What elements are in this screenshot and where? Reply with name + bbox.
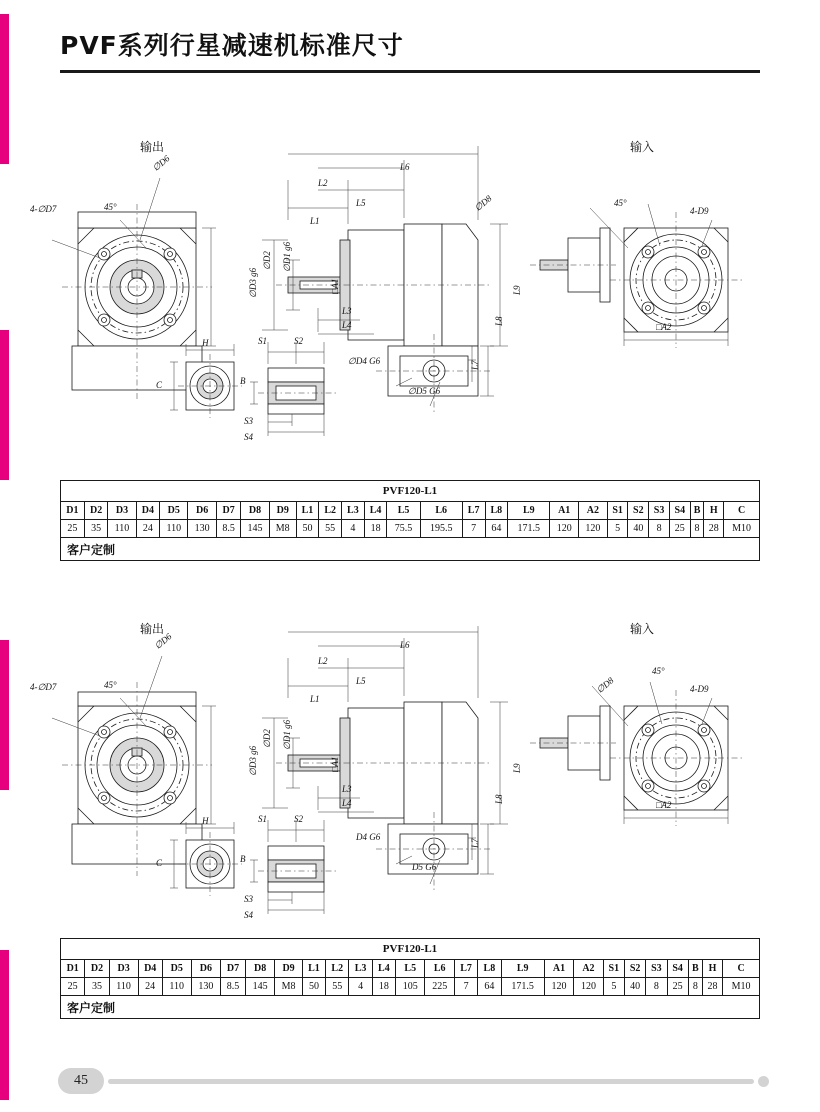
dim2-D5: D5 G6 [412, 862, 437, 872]
cell2-D9: M8 [275, 978, 302, 996]
cell-A2: 120 [579, 520, 608, 538]
cell2-L8: 64 [478, 978, 501, 996]
figure-bottom-input-label: 输入 [630, 622, 655, 636]
cell-L5: 75.5 [387, 520, 420, 538]
dim-L2: L2 [318, 178, 328, 188]
col2-H: H [702, 960, 722, 978]
dim-L8: L8 [494, 316, 504, 326]
cell-A1: 120 [550, 520, 579, 538]
col2-C: C [723, 960, 760, 978]
dim2-L1: L1 [310, 694, 320, 704]
col2-D8: D8 [245, 960, 274, 978]
col-H: H [704, 502, 724, 520]
table-top-header-row [61, 502, 760, 520]
col-L2: L2 [319, 502, 342, 520]
cell-H: 28 [704, 520, 724, 538]
dim-S4: S4 [244, 432, 253, 442]
col2-A2: A2 [574, 960, 603, 978]
col-D7: D7 [216, 502, 240, 520]
cell2-S1: 5 [603, 978, 624, 996]
dim-D1: ∅D1 g6 [282, 241, 292, 272]
col-D8: D8 [241, 502, 270, 520]
dim-L1: L1 [310, 216, 320, 226]
cell-L2: 55 [319, 520, 342, 538]
cell-D1: 25 [61, 520, 85, 538]
col2-D6: D6 [191, 960, 220, 978]
table-bottom-title-row [61, 939, 760, 960]
dim-L5: L5 [356, 198, 366, 208]
col2-L5: L5 [396, 960, 425, 978]
col2-L3: L3 [349, 960, 372, 978]
dim-D4: ∅D4 G6 [348, 356, 381, 366]
table-bottom-note: 客户定制 [61, 996, 760, 1019]
dim-S3: S3 [244, 416, 253, 426]
cell-B: 8 [690, 520, 704, 538]
col-L8: L8 [485, 502, 508, 520]
dim-B: H [202, 338, 209, 348]
col2-S2: S2 [624, 960, 645, 978]
table-bottom [60, 938, 760, 1019]
page-title: PVF系列行星减速机标准尺寸 [60, 31, 404, 60]
dim2-A1: □A1 [330, 756, 340, 772]
cell2-H: 28 [702, 978, 722, 996]
cell-S4: 25 [669, 520, 690, 538]
dim-output-angle: 45° [104, 202, 117, 212]
dim-D6: ∅D6 [150, 153, 172, 174]
cell-S1: 5 [607, 520, 628, 538]
cell2-D8: 145 [245, 978, 274, 996]
dim-D2: ∅D2 [262, 251, 272, 270]
cell-D3: 110 [108, 520, 136, 538]
cell-D2: 35 [84, 520, 108, 538]
dim2-D8: ∅D8 [594, 675, 616, 696]
cell2-L2: 55 [326, 978, 349, 996]
dim2-D4: D4 G6 [356, 832, 381, 842]
dim-S2: S2 [294, 336, 303, 346]
cell-D6: 130 [188, 520, 217, 538]
dim2-input-bolt: 4-D9 [690, 684, 709, 694]
col-L4: L4 [364, 502, 387, 520]
table-top-title-row [61, 481, 760, 502]
col2-L7: L7 [454, 960, 477, 978]
dim2-D2: ∅D2 [262, 729, 272, 748]
col2-D3: D3 [109, 960, 138, 978]
cell2-D4: 24 [138, 978, 162, 996]
dim2-S3: S3 [244, 894, 253, 904]
dim2-L7: L7 [470, 838, 480, 848]
table-top-note-row [61, 538, 760, 561]
cell2-D7: 8.5 [221, 978, 246, 996]
cell2-S3: 8 [646, 978, 667, 996]
dim2-H: C [156, 858, 163, 868]
col2-L1: L1 [302, 960, 325, 978]
dim2-S1: S1 [258, 814, 267, 824]
col-C: C [724, 502, 760, 520]
col-D5: D5 [160, 502, 188, 520]
page-title-wrap [60, 26, 760, 62]
dim2-S4: S4 [244, 910, 253, 920]
col-S3: S3 [649, 502, 670, 520]
col-L9: L9 [508, 502, 550, 520]
figure-bottom-drawing [0, 610, 820, 940]
cell2-L7: 7 [454, 978, 477, 996]
cell-S3: 8 [649, 520, 670, 538]
dim2-A2: □A2 [656, 800, 672, 810]
cell2-B: 8 [688, 978, 702, 996]
col2-A1: A1 [544, 960, 573, 978]
footer-dot [758, 1076, 769, 1087]
col2-D2: D2 [85, 960, 109, 978]
cell2-D6: 130 [191, 978, 220, 996]
cell-C: M10 [724, 520, 760, 538]
cell2-L9: 171.5 [501, 978, 544, 996]
cell-L1: 50 [296, 520, 319, 538]
cell-L9: 171.5 [508, 520, 550, 538]
figure-top [0, 120, 820, 470]
col-A2: A2 [579, 502, 608, 520]
dim-L7: L7 [470, 360, 480, 370]
dim-L6: L6 [400, 162, 410, 172]
dim-S1: S1 [258, 336, 267, 346]
dim2-L6: L6 [400, 640, 410, 650]
col2-D4: D4 [138, 960, 162, 978]
col2-L8: L8 [478, 960, 501, 978]
col-D3: D3 [108, 502, 136, 520]
dim2-L5: L5 [356, 676, 366, 686]
dim-L4: L4 [342, 320, 352, 330]
figure-top-output-label: 输出 [140, 140, 165, 154]
col-L6: L6 [420, 502, 462, 520]
page-footer [58, 1068, 762, 1094]
cell2-L5: 105 [396, 978, 425, 996]
cell2-S4: 25 [667, 978, 688, 996]
cell2-D1: 25 [61, 978, 85, 996]
dim-output-bolt: 4-∅D7 [30, 204, 57, 214]
dim-A2: □A2 [656, 322, 672, 332]
dim-H: C [156, 380, 163, 390]
dim2-D1: ∅D1 g6 [282, 719, 292, 750]
cell-D5: 110 [160, 520, 188, 538]
col-D1: D1 [61, 502, 85, 520]
col2-D5: D5 [162, 960, 191, 978]
dim-input-angle: 45° [614, 198, 627, 208]
cell2-D5: 110 [162, 978, 191, 996]
figure-bottom [0, 610, 820, 940]
col-D6: D6 [188, 502, 217, 520]
cell-D9: M8 [269, 520, 296, 538]
figure-top-input-label: 输入 [630, 140, 655, 154]
col2-S1: S1 [603, 960, 624, 978]
table-row [61, 978, 760, 996]
figure-bottom-output-label: 输出 [140, 622, 165, 636]
cell-D8: 145 [241, 520, 270, 538]
dim-D8: ∅D8 [472, 193, 494, 214]
dim2-S2: S2 [294, 814, 303, 824]
footer-rule [108, 1079, 754, 1084]
table-bottom-title: PVF120-L1 [61, 939, 760, 960]
col-S1: S1 [607, 502, 628, 520]
col-D4: D4 [136, 502, 160, 520]
cell-D7: 8.5 [216, 520, 240, 538]
table-bottom-note-row [61, 996, 760, 1019]
cell2-S2: 40 [624, 978, 645, 996]
col2-D9: D9 [275, 960, 302, 978]
cell2-A2: 120 [574, 978, 603, 996]
cell2-C: M10 [723, 978, 760, 996]
table-row [61, 520, 760, 538]
col-L1: L1 [296, 502, 319, 520]
cell-S2: 40 [628, 520, 649, 538]
cell2-A1: 120 [544, 978, 573, 996]
col2-S4: S4 [667, 960, 688, 978]
cell2-L3: 4 [349, 978, 372, 996]
dim2-D6: ∅D6 [152, 631, 174, 652]
col-B: B [690, 502, 704, 520]
cell-D4: 24 [136, 520, 160, 538]
dim2-L8: L8 [494, 794, 504, 804]
col2-S3: S3 [646, 960, 667, 978]
col2-B: B [688, 960, 702, 978]
dim-D5: ∅D5 G6 [408, 386, 441, 396]
cell2-L6: 225 [425, 978, 454, 996]
col-L3: L3 [342, 502, 365, 520]
cell-L3: 4 [342, 520, 365, 538]
col2-L2: L2 [326, 960, 349, 978]
table-top [60, 480, 760, 561]
dim-L9: L9 [512, 285, 522, 295]
page-number: 45 [58, 1068, 104, 1094]
dim2-input-angle: 45° [652, 666, 665, 676]
col-S4: S4 [669, 502, 690, 520]
col-L5: L5 [387, 502, 420, 520]
dim2-B: H [202, 816, 209, 826]
cell-L6: 195.5 [420, 520, 462, 538]
title-rule [60, 70, 760, 73]
dim2-L2: L2 [318, 656, 328, 666]
col-L7: L7 [462, 502, 485, 520]
dim2-output-angle: 45° [104, 680, 117, 690]
cell-L7: 7 [462, 520, 485, 538]
cell2-D3: 110 [109, 978, 138, 996]
cell-L8: 64 [485, 520, 508, 538]
cell2-D2: 35 [85, 978, 109, 996]
table-bottom-header-row [61, 960, 760, 978]
col2-D7: D7 [221, 960, 246, 978]
cell2-L4: 18 [372, 978, 395, 996]
dim-C: B [240, 376, 246, 386]
table-top-title: PVF120-L1 [61, 481, 760, 502]
cell2-L1: 50 [302, 978, 325, 996]
dim-D3: ∅D3 g6 [248, 267, 258, 298]
table-top-note: 客户定制 [61, 538, 760, 561]
col2-L6: L6 [425, 960, 454, 978]
dim2-L9: L9 [512, 763, 522, 773]
dim2-D3: ∅D3 g6 [248, 745, 258, 776]
figure-top-drawing [0, 120, 820, 470]
dim-input-bolt: 4-D9 [690, 206, 709, 216]
col-D2: D2 [84, 502, 108, 520]
dim-A1: □A1 [330, 278, 340, 294]
col2-L4: L4 [372, 960, 395, 978]
dim2-C: B [240, 854, 246, 864]
col-S2: S2 [628, 502, 649, 520]
dim2-L3: L3 [342, 784, 352, 794]
dim2-L4: L4 [342, 798, 352, 808]
cell-L4: 18 [364, 520, 387, 538]
col-D9: D9 [269, 502, 296, 520]
col2-L9: L9 [501, 960, 544, 978]
col2-D1: D1 [61, 960, 85, 978]
dim-L3: L3 [342, 306, 352, 316]
col-A1: A1 [550, 502, 579, 520]
dim2-output-bolt: 4-∅D7 [30, 682, 57, 692]
